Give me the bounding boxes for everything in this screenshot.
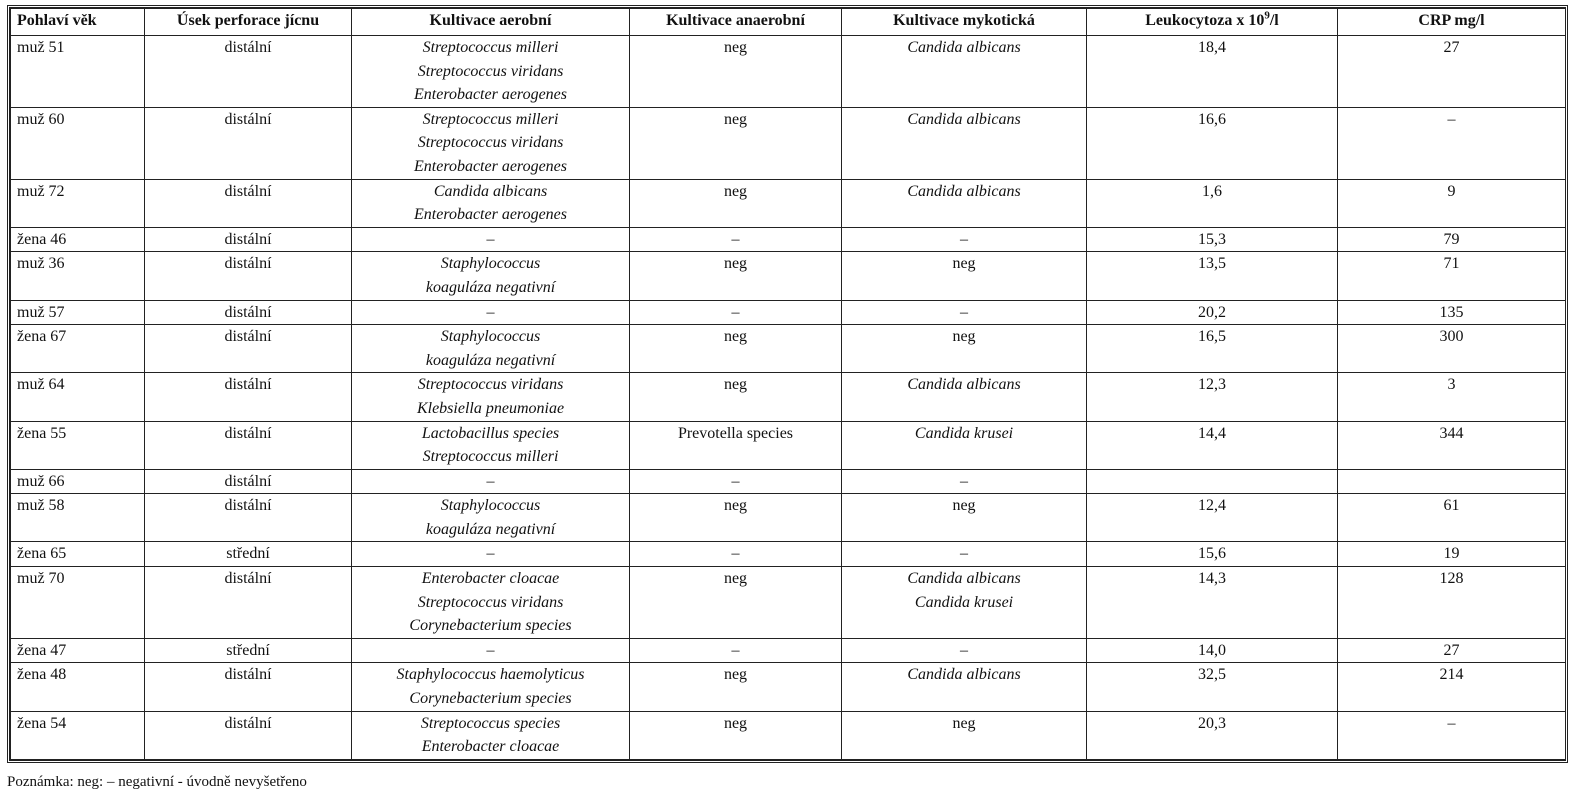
cell-aerobic-culture [352, 494, 630, 542]
cell-anaerobic-culture [630, 36, 842, 108]
culture-results-table [10, 8, 1566, 760]
cell-mycotic-culture [842, 300, 1087, 325]
cell-line: Klebsiella pneumoniae [416, 399, 565, 417]
cell-mycotic-culture [842, 567, 1087, 639]
cell-leukocytosis: 1,6 [1087, 179, 1338, 227]
cell-line: Enterobacter cloacae [421, 738, 560, 756]
cell-anaerobic-culture [630, 325, 842, 373]
cell-line: neg [723, 376, 748, 394]
cell-sex-age: žena 67 [11, 325, 145, 373]
cell-anaerobic-culture [630, 373, 842, 421]
cell-perforation-section: distální [145, 227, 352, 252]
table-row [11, 325, 1566, 373]
cell-aerobic-culture [352, 663, 630, 711]
cell-sex-age: muž 64 [11, 373, 145, 421]
cell-leukocytosis: 12,4 [1087, 494, 1338, 542]
cell-line: – [486, 545, 495, 563]
footnote: Poznámka: neg: – negativní - úvodně nevyšetřeno [7, 774, 307, 790]
table-row [11, 252, 1566, 300]
cell-anaerobic-culture [630, 663, 842, 711]
cell-line: koaguláza negativní [425, 351, 556, 369]
header-perforation-section: Úsek perforace jícnu [145, 9, 352, 36]
cell-mycotic-culture [842, 421, 1087, 469]
cell-aerobic-culture [352, 179, 630, 227]
cell-leukocytosis: 16,5 [1087, 325, 1338, 373]
cell-mycotic-culture [842, 663, 1087, 711]
cell-anaerobic-culture [630, 638, 842, 663]
cell-leukocytosis: 13,5 [1087, 252, 1338, 300]
cell-mycotic-culture [842, 711, 1087, 759]
cell-line: – [486, 303, 495, 321]
cell-aerobic-culture [352, 36, 630, 108]
cell-mycotic-culture [842, 227, 1087, 252]
cell-perforation-section: distální [145, 36, 352, 108]
table-row [11, 663, 1566, 711]
cell-line: Streptococcus milleri [422, 110, 559, 128]
cell-crp: 344 [1338, 421, 1566, 469]
cell-leukocytosis: 18,4 [1087, 36, 1338, 108]
cell-crp [1338, 469, 1566, 494]
cell-aerobic-culture [352, 567, 630, 639]
cell-anaerobic-culture [630, 469, 842, 494]
cell-leukocytosis: 20,3 [1087, 711, 1338, 759]
cell-line: – [731, 303, 740, 321]
header-crp: CRP mg/l [1338, 9, 1566, 36]
cell-mycotic-culture [842, 107, 1087, 179]
cell-sex-age: muž 58 [11, 494, 145, 542]
cell-mycotic-culture [842, 179, 1087, 227]
table-row [11, 542, 1566, 567]
cell-perforation-section: distální [145, 567, 352, 639]
cell-mycotic-culture [842, 638, 1087, 663]
cell-sex-age: žena 65 [11, 542, 145, 567]
cell-line: Candida albicans [907, 376, 1021, 394]
cell-aerobic-culture [352, 300, 630, 325]
cell-anaerobic-culture [630, 711, 842, 759]
table-row [11, 638, 1566, 663]
cell-perforation-section: distální [145, 300, 352, 325]
cell-line: – [731, 641, 740, 659]
cell-aerobic-culture [352, 469, 630, 494]
cell-anaerobic-culture [630, 421, 842, 469]
cell-leukocytosis: 14,3 [1087, 567, 1338, 639]
table-row [11, 421, 1566, 469]
cell-line: Streptococcus milleri [422, 39, 559, 56]
cell-sex-age: muž 70 [11, 567, 145, 639]
cell-line: – [960, 545, 968, 563]
cell-line: Enterobacter aerogenes [414, 206, 567, 224]
cell-line: neg [723, 255, 748, 273]
cell-anaerobic-culture [630, 494, 842, 542]
cell-line: – [486, 472, 495, 490]
header-aerobic-culture: Kultivace aerobní [352, 9, 630, 36]
cell-leukocytosis: 14,0 [1087, 638, 1338, 663]
cell-line: neg [723, 714, 748, 732]
cell-line: – [731, 472, 740, 490]
cell-line: – [960, 230, 968, 248]
cell-mycotic-culture [842, 252, 1087, 300]
cell-line: – [731, 230, 740, 248]
cell-line: neg [952, 714, 976, 732]
cell-sex-age: žena 46 [11, 227, 145, 252]
cell-line: neg [952, 497, 976, 515]
cell-aerobic-culture [352, 421, 630, 469]
cell-anaerobic-culture [630, 252, 842, 300]
table-row [11, 469, 1566, 494]
cell-line: Enterobacter aerogenes [414, 157, 567, 175]
cell-line: Streptococcus viridans [417, 62, 564, 80]
cell-line: – [960, 303, 968, 321]
cell-crp: 128 [1338, 567, 1566, 639]
cell-mycotic-culture [842, 469, 1087, 494]
cell-perforation-section: střední [145, 542, 352, 567]
cell-line: neg [952, 328, 976, 346]
cell-line: – [731, 545, 740, 563]
table-row [11, 373, 1566, 421]
cell-line: neg [723, 110, 748, 128]
cell-crp: 19 [1338, 542, 1566, 567]
cell-line: Staphylococcus [440, 328, 541, 346]
cell-anaerobic-culture [630, 107, 842, 179]
cell-crp: 61 [1338, 494, 1566, 542]
cell-crp: 27 [1338, 638, 1566, 663]
cell-line: neg [723, 182, 748, 200]
cell-sex-age: muž 57 [11, 300, 145, 325]
cell-crp: 79 [1338, 227, 1566, 252]
cell-crp: 135 [1338, 300, 1566, 325]
cell-sex-age: muž 60 [11, 107, 145, 179]
table-row [11, 179, 1566, 227]
cell-line: Staphylococcus [440, 255, 541, 273]
cell-sex-age: žena 55 [11, 421, 145, 469]
table-row [11, 227, 1566, 252]
cell-line: Streptococcus viridans [417, 376, 564, 394]
cell-line: neg [723, 666, 748, 684]
cell-leukocytosis: 16,6 [1087, 107, 1338, 179]
cell-line: Candida albicans [907, 110, 1021, 128]
cell-perforation-section: distální [145, 325, 352, 373]
cell-line: Corynebacterium species [409, 617, 572, 635]
cell-mycotic-culture [842, 494, 1087, 542]
cell-aerobic-culture [352, 373, 630, 421]
cell-crp: 9 [1338, 179, 1566, 227]
cell-crp: 71 [1338, 252, 1566, 300]
cell-sex-age: muž 36 [11, 252, 145, 300]
header-sex-age: Pohlaví věk [11, 9, 145, 36]
cell-aerobic-culture [352, 638, 630, 663]
cell-aerobic-culture [352, 227, 630, 252]
cell-sex-age: žena 54 [11, 711, 145, 759]
table-row [11, 107, 1566, 179]
cell-line: Lactobacillus species [421, 424, 560, 442]
cell-perforation-section: distální [145, 421, 352, 469]
cell-mycotic-culture [842, 373, 1087, 421]
cell-perforation-section: distální [145, 469, 352, 494]
cell-sex-age: muž 66 [11, 469, 145, 494]
cell-line: neg [723, 39, 748, 56]
cell-line: Candida krusei [914, 424, 1014, 442]
header-mycotic-culture: Kultivace mykotická [842, 9, 1087, 36]
cell-perforation-section: distální [145, 107, 352, 179]
cell-leukocytosis: 15,3 [1087, 227, 1338, 252]
cell-leukocytosis [1087, 469, 1338, 494]
cell-line: koaguláza negativní [425, 278, 556, 296]
cell-crp: – [1338, 711, 1566, 759]
cell-line: Candida albicans [907, 570, 1021, 588]
cell-line: Corynebacterium species [409, 690, 572, 708]
cell-line: – [960, 641, 968, 659]
cell-anaerobic-culture [630, 567, 842, 639]
cell-line: neg [952, 255, 976, 273]
cell-line: Candida albicans [907, 666, 1021, 684]
cell-aerobic-culture [352, 107, 630, 179]
cell-aerobic-culture [352, 325, 630, 373]
cell-mycotic-culture [842, 542, 1087, 567]
cell-anaerobic-culture [630, 227, 842, 252]
cell-line: – [960, 472, 968, 490]
header-anaerobic-culture: Kultivace anaerobní [630, 9, 842, 36]
cell-sex-age: žena 47 [11, 638, 145, 663]
cell-line: Streptococcus milleri [422, 448, 559, 466]
cell-leukocytosis: 32,5 [1087, 663, 1338, 711]
cell-line: Candida albicans [907, 39, 1021, 56]
cell-line: Prevotella species [677, 424, 794, 442]
cell-line: Candida albicans [433, 182, 548, 200]
cell-line: koaguláza negativní [425, 520, 556, 538]
cell-aerobic-culture [352, 252, 630, 300]
header-row [11, 9, 1566, 36]
cell-mycotic-culture [842, 325, 1087, 373]
cell-line: neg [723, 497, 748, 515]
cell-line: Streptococcus viridans [417, 134, 564, 152]
table-row [11, 711, 1566, 759]
cell-mycotic-culture [842, 36, 1087, 108]
results-table-frame [7, 5, 1568, 763]
table-row [11, 567, 1566, 639]
cell-line: Enterobacter cloacae [421, 570, 560, 588]
cell-crp: 214 [1338, 663, 1566, 711]
cell-line: Staphylococcus haemolyticus [396, 666, 585, 684]
cell-line: Candida krusei [914, 593, 1014, 611]
cell-crp: 27 [1338, 36, 1566, 108]
cell-crp: 300 [1338, 325, 1566, 373]
cell-perforation-section: distální [145, 252, 352, 300]
cell-anaerobic-culture [630, 179, 842, 227]
cell-crp: 3 [1338, 373, 1566, 421]
header-leukocytosis: Leukocytoza x $10^9/l$ [1087, 9, 1338, 36]
cell-leukocytosis: 15,6 [1087, 542, 1338, 567]
cell-leukocytosis: 14,4 [1087, 421, 1338, 469]
cell-perforation-section: distální [145, 179, 352, 227]
cell-perforation-section: distální [145, 711, 352, 759]
cell-line: – [486, 230, 495, 248]
cell-aerobic-culture [352, 542, 630, 567]
cell-sex-age: žena 48 [11, 663, 145, 711]
cell-line: Staphylococcus [440, 497, 541, 515]
cell-line: Streptococcus viridans [417, 593, 564, 611]
cell-aerobic-culture [352, 711, 630, 759]
cell-anaerobic-culture [630, 542, 842, 567]
cell-leukocytosis: 20,2 [1087, 300, 1338, 325]
table-row [11, 300, 1566, 325]
cell-sex-age: muž 72 [11, 179, 145, 227]
cell-line: neg [723, 570, 748, 588]
cell-crp: – [1338, 107, 1566, 179]
cell-perforation-section: distální [145, 494, 352, 542]
cell-sex-age: muž 51 [11, 36, 145, 108]
cell-line: neg [723, 328, 748, 346]
cell-line: Candida albicans [907, 182, 1021, 200]
cell-line: Streptococcus species [420, 714, 561, 732]
cell-line: – [486, 641, 495, 659]
cell-perforation-section: střední [145, 638, 352, 663]
table-row [11, 494, 1566, 542]
cell-perforation-section: distální [145, 663, 352, 711]
cell-perforation-section: distální [145, 373, 352, 421]
table-row [11, 36, 1566, 108]
cell-leukocytosis: 12,3 [1087, 373, 1338, 421]
cell-line: Enterobacter aerogenes [414, 86, 567, 104]
cell-anaerobic-culture [630, 300, 842, 325]
